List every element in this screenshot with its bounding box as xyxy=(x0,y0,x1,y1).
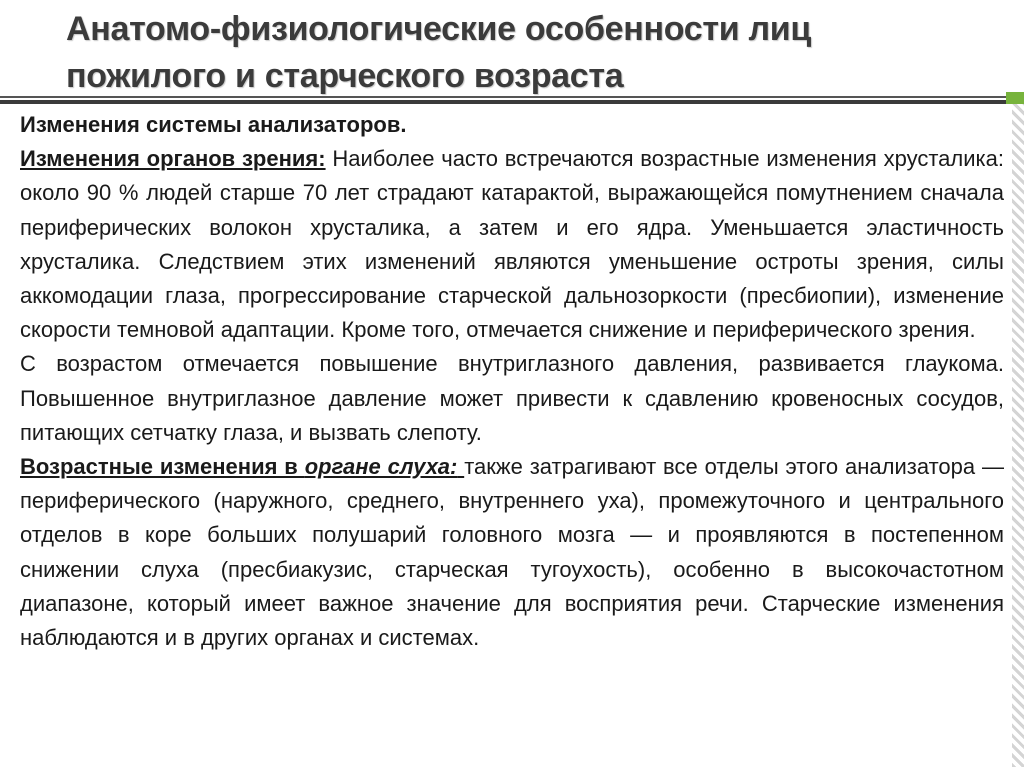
pressure-paragraph: С возрастом отмечается повышение внутриглазного давления, развивается глаукома. Повышенное внутриглазное давление может привести к сдавлению кровеносных сосудов, питающих сетчатку глаза, и вызвать слепоту. xyxy=(20,351,1004,445)
hearing-label-start: Возрастные изменения в xyxy=(20,454,305,480)
hearing-text: также затрагивают все отделы этого анализатора — периферического (наружного, среднего, внутреннего уха), промежуточного и центрального отделов в коре больших полушарий головного мозга — и проявляются в постепенном снижении слуха (пресбиакузис, старческая тугоухость), особенно в высокочастотном диапазоне, который имеет важное значение для восприятия речи. Старческие изменения наблюдаются и в других органах и системах. xyxy=(20,454,1004,651)
hearing-label-italic: органе слуха: xyxy=(304,454,458,480)
slide-body xyxy=(20,108,1004,655)
title-divider-thick xyxy=(0,100,1006,104)
vision-label: Изменения органов зрения: xyxy=(20,146,326,172)
vision-paragraph xyxy=(20,142,1004,347)
section-heading: Изменения системы анализаторов. xyxy=(20,112,407,137)
accent-green-bar xyxy=(1006,92,1024,104)
slide-title xyxy=(66,6,966,100)
title-divider-thin xyxy=(0,96,1010,98)
decorative-stripe-border xyxy=(1012,104,1024,767)
hearing-label xyxy=(20,454,464,479)
hearing-paragraph xyxy=(20,450,1004,655)
vision-text: Наиболее часто встречаются возрастные изменения хрусталика: около 90 % людей старше 70 лет страдают катарактой, выражающейся помутнением сначала периферических волокон хрусталика, а затем и его ядра. Уменьшается эластичность хрусталика. Следствием этих изменений являются уменьшение остроты зрения, силы аккомодации глаза, прогрессирование старческой дальнозоркости (пресбиопии), изменение скорости темновой адаптации. Кроме того, отмечается снижение и периферического зрения. xyxy=(20,146,1004,343)
title-line-1: Анатомо-физиологические особенности лиц xyxy=(66,10,811,48)
title-line-2: пожилого и старческого возраста xyxy=(66,57,624,95)
